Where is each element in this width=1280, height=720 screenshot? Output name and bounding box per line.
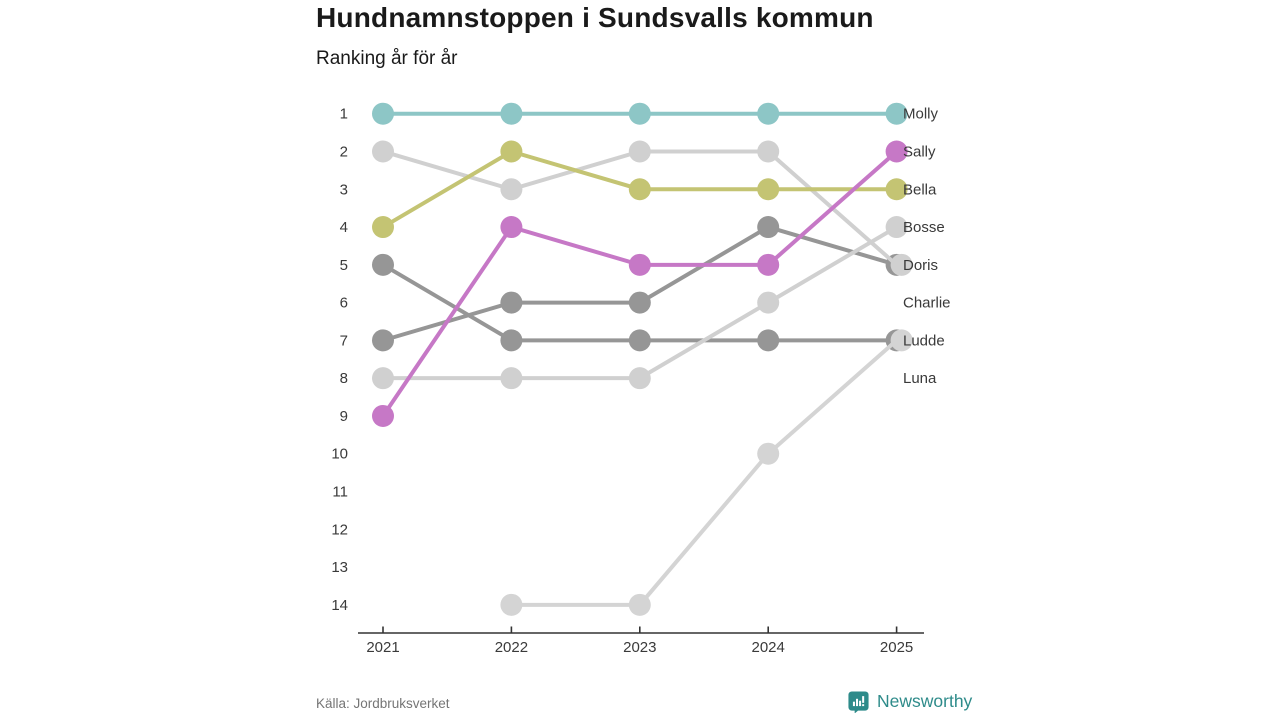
logo-exclamation-stem: [862, 696, 864, 703]
rank-tick-label: 11: [332, 483, 348, 501]
data-point: [757, 103, 779, 125]
x-tick-label: 2024: [751, 639, 785, 656]
chart-title: Hundnamnstoppen i Sundsvalls kommun: [316, 2, 874, 33]
data-point: [629, 367, 651, 389]
rank-tick-label: 1: [339, 105, 348, 123]
rank-tick-label: 8: [339, 370, 348, 388]
series-label-charlie: Charlie: [903, 294, 951, 312]
data-point: [629, 254, 651, 276]
rank-tick-label: 12: [331, 521, 348, 539]
series-label-bosse: Bosse: [903, 219, 945, 237]
data-point: [629, 103, 651, 125]
data-point: [500, 292, 522, 314]
data-point: [372, 254, 394, 276]
series-line: [383, 151, 897, 264]
data-point: [500, 216, 522, 238]
rank-tick-label: 10: [331, 445, 348, 463]
x-tick-label: 2025: [879, 639, 914, 656]
rank-tick-label: 4: [339, 219, 348, 237]
data-point: [372, 140, 394, 162]
data-point: [629, 178, 651, 200]
series-label-luna: Luna: [903, 370, 937, 388]
rank-tick-label: 5: [339, 256, 348, 274]
rank-axis: [331, 106, 348, 614]
data-point: [629, 292, 651, 314]
data-point: [500, 367, 522, 389]
data-point: [372, 367, 394, 389]
data-point: [372, 216, 394, 238]
data-point: [500, 329, 522, 351]
rank-tick-label: 9: [339, 407, 348, 425]
chart-subtitle: Ranking år för år: [316, 48, 458, 69]
data-point: [372, 329, 394, 351]
logo-bar-3: [859, 701, 861, 706]
data-point: [629, 594, 651, 616]
series-labels: [903, 106, 951, 387]
series-label-doris: Doris: [903, 256, 939, 274]
logo-bubble-shape: [848, 691, 868, 713]
data-point: [372, 103, 394, 125]
x-axis: [358, 627, 924, 657]
data-point: [757, 329, 779, 351]
series-label-bella: Bella: [903, 181, 937, 199]
series-luna: [500, 329, 912, 615]
data-point: [500, 594, 522, 616]
x-tick-label: 2023: [623, 639, 657, 656]
data-point: [757, 254, 779, 276]
rank-tick-label: 2: [339, 143, 348, 161]
data-point: [757, 178, 779, 200]
data-point: [500, 178, 522, 200]
data-point: [500, 140, 522, 162]
data-point: [500, 103, 522, 125]
rank-tick-label: 13: [331, 559, 348, 577]
rank-tick-label: 3: [339, 181, 348, 199]
rank-tick-label: 6: [339, 294, 348, 312]
data-point: [757, 292, 779, 314]
series-label-sally: Sally: [903, 143, 936, 161]
data-point: [757, 216, 779, 238]
x-tick-label: 2021: [366, 639, 400, 656]
newsworthy-brand[interactable]: [847, 690, 972, 713]
series-label-molly: Molly: [903, 105, 939, 123]
rank-tick-label: 14: [331, 596, 348, 614]
series-line: [383, 227, 897, 340]
data-point: [757, 140, 779, 162]
data-point: [372, 405, 394, 427]
data-point: [757, 443, 779, 465]
logo-bar-1: [853, 702, 855, 706]
logo-exclamation-dot: [862, 704, 864, 706]
series-molly: [372, 103, 908, 125]
data-point: [629, 329, 651, 351]
newsworthy-logo-icon: [847, 690, 870, 713]
logo-bar-2: [856, 699, 858, 706]
data-point: [629, 140, 651, 162]
rank-tick-label: 7: [339, 332, 348, 350]
source-note: Källa: Jordbruksverket: [316, 696, 450, 711]
x-tick-label: 2022: [494, 639, 529, 656]
series-label-ludde: Ludde: [903, 332, 945, 350]
newsworthy-wordmark: Newsworthy: [877, 691, 973, 711]
